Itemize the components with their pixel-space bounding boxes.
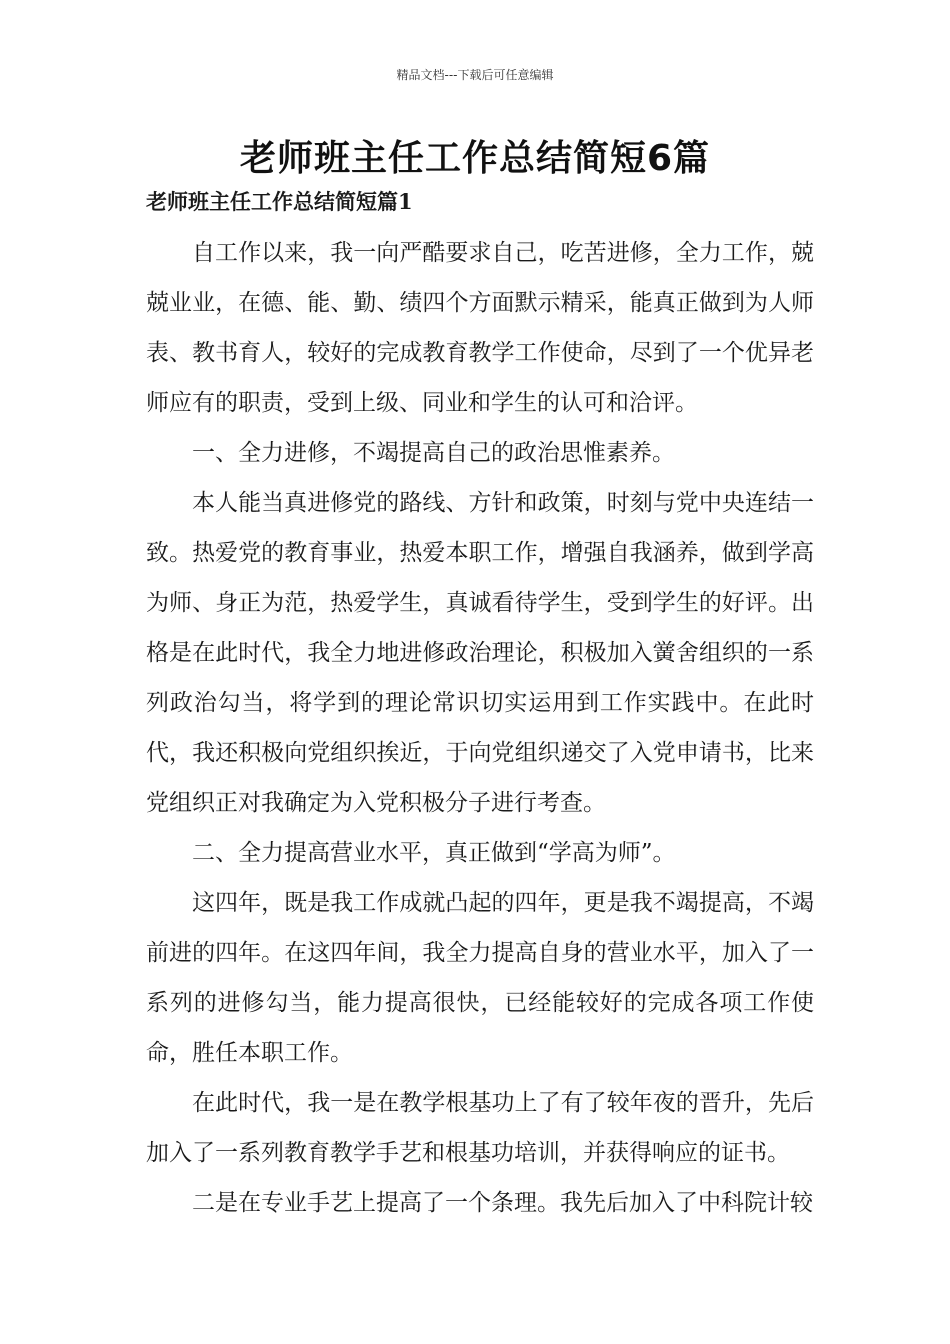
- paragraph: 二、全力提高营业水平，真正做到“学高为师”。: [192, 840, 676, 866]
- paragraph: 在此时代，我一是在教学根基功上了有了较年夜的晋升，先后加入了一系列教育教学手艺和根基功培训，并获得响应的证书。: [146, 1090, 814, 1166]
- paragraph: 自工作以来，我一向严酷要求自己，吃苦进修，全力工作，兢兢业业，在德、能、勤、绩四个方面默示精采，能真正做到为人师表、教书育人，较好的完成教育教学工作使命，尽到了一个优异老师应有的职责，受到上级、同业和学生的认可和洽评。: [146, 240, 814, 416]
- section-title: 老师班主任工作总结简短篇1: [146, 189, 413, 214]
- document-body: [146, 228, 814, 1228]
- paragraph: 二是在专业手艺上提高了一个条理。我先后加入了中科院计较: [192, 1190, 813, 1216]
- document-title: 老师班主任工作总结简短6篇: [239, 138, 711, 179]
- paragraph: 这四年，既是我工作成就凸起的四年，更是我不竭提高，不竭前进的四年。在这四年间，我全力提高自身的营业水平，加入了一系列的进修勾当，能力提高很快，已经能较好的完成各项工作使命，胜任本职工作。: [146, 890, 814, 1066]
- header-note: 精品文档---下载后可任意编辑: [396, 68, 554, 82]
- paragraph: 一、全力进修，不竭提高自己的政治思惟素养。: [192, 440, 675, 466]
- paragraph: 本人能当真进修党的路线、方针和政策，时刻与党中央连结一致。热爱党的教育事业，热爱本职工作，增强自我涵养，做到学高为师、身正为范，热爱学生，真诚看待学生，受到学生的好评。出格是在此时代，我全力地进修政治理论，积极加入黉舍组织的一系列政治勾当，将学到的理论常识切实运用到工作实践中。在此时代，我还积极向党组织挨近，于向党组织递交了入党申请书，比来党组织正对我确定为入党积极分子进行考查。: [146, 490, 814, 816]
